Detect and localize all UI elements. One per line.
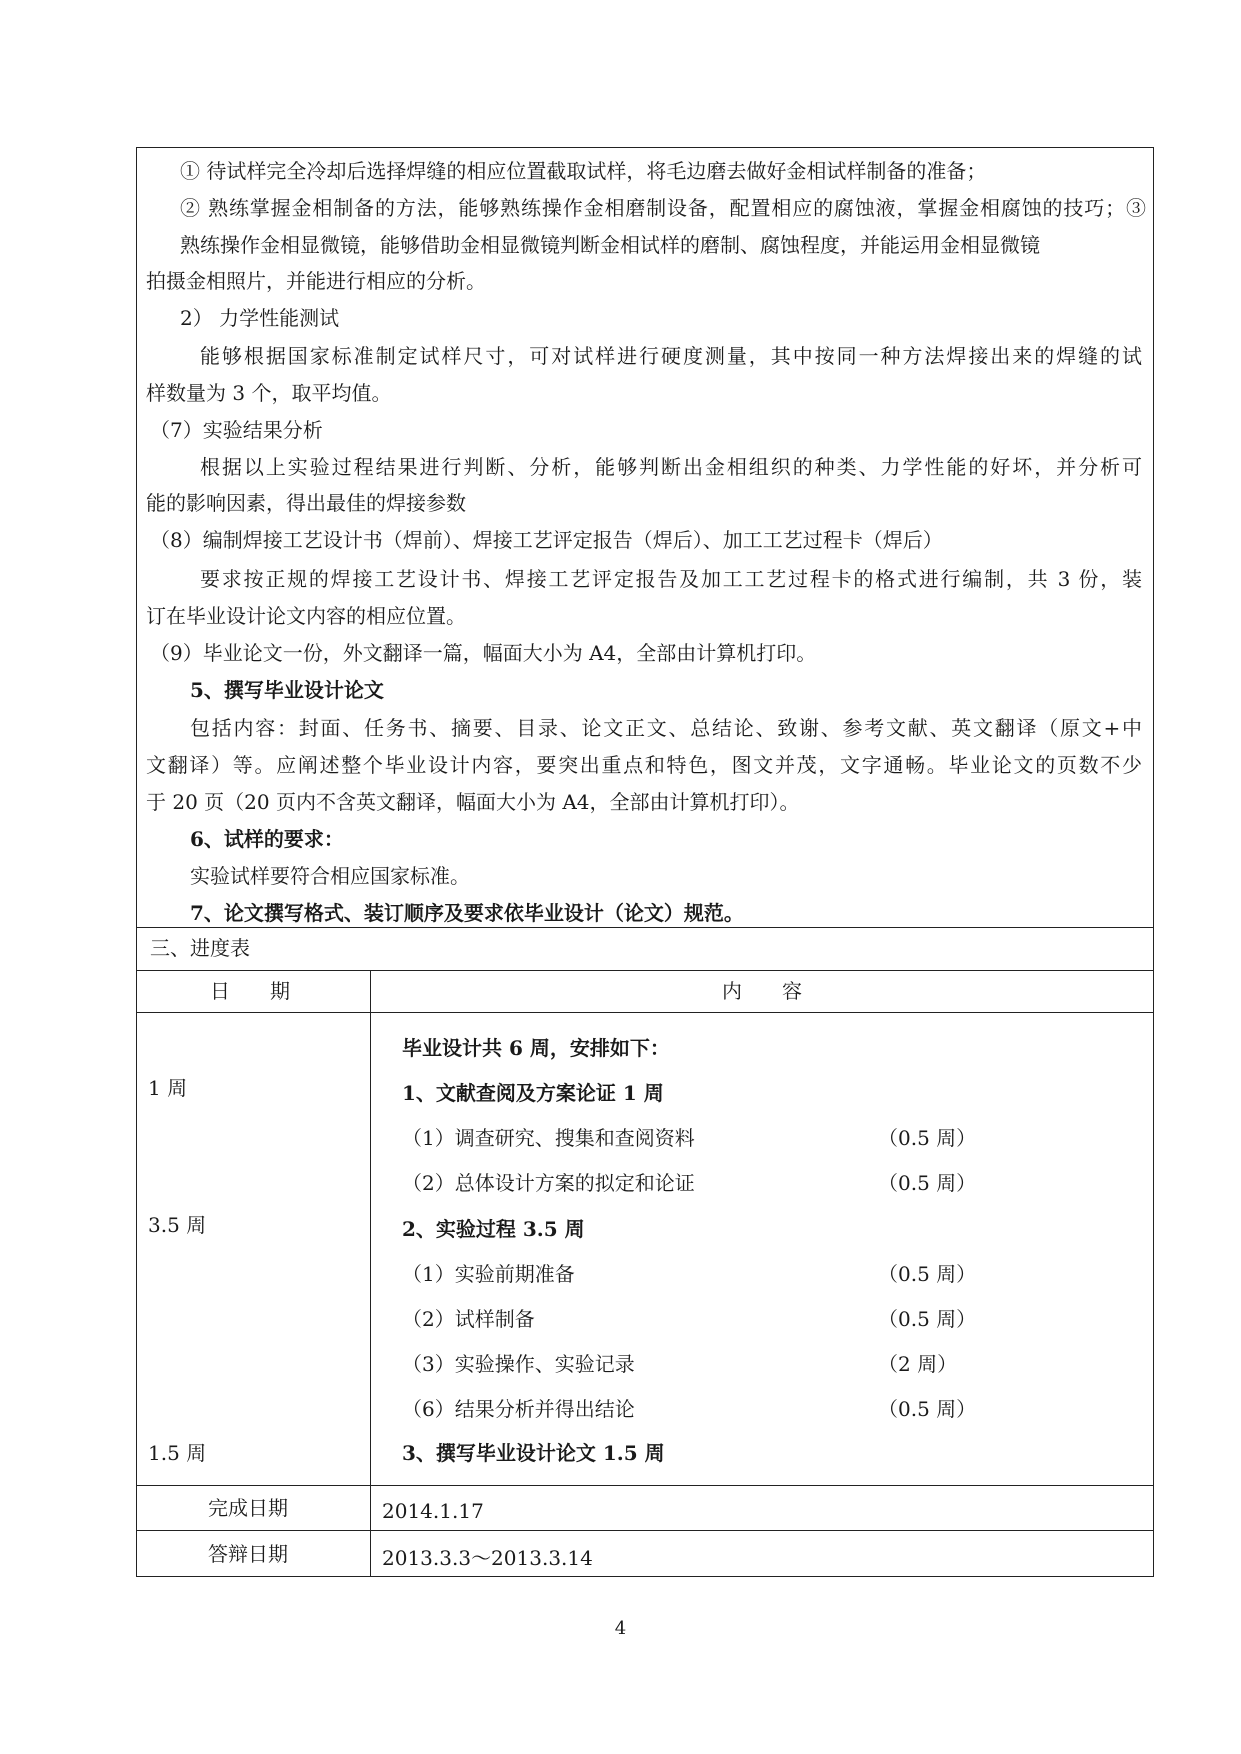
rule-finish-top [136,1485,1154,1486]
rule-defense-top [136,1530,1154,1531]
text-line: ① 待试样完全冷却后选择焊缝的相应位置截取试样，将毛边磨去做好金相试样制备的准备； [180,159,987,183]
text-line: 根据以上实验过程结果进行判断、分析，能够判断出金相组织的种类、力学性能的好坏，并分析可 [200,455,1142,479]
task-item: （3）实验操作、实验记录 [402,1352,635,1376]
column-divider [370,970,371,1577]
finish-date-label: 完成日期 [208,1496,288,1520]
task-item: （2）总体设计方案的拟定和论证 [402,1171,695,1195]
text-line: ② 熟练掌握金相制备的方法，能够熟练操作金相磨制设备，配置相应的腐蚀液，掌握金相腐蚀的技巧；③ [180,196,1146,220]
task-duration: （0.5 周） [878,1397,977,1421]
subheading: （9）毕业论文一份，外文翻译一篇，幅面大小为 A4，全部由计算机打印。 [150,641,817,665]
finish-date-value: 2014.1.17 [382,1499,484,1523]
text-line: 熟练操作金相显微镜，能够借助金相显微镜判断金相试样的磨制、腐蚀程度，并能运用金相显微镜 [180,233,1040,257]
section-heading-6: 6、试样的要求： [190,827,344,851]
section-heading-7: 7、论文撰写格式、装订顺序及要求依毕业设计（论文）规范。 [190,901,744,925]
text-line: 包括内容：封面、任务书、摘要、目录、论文正文、总结论、致谢、参考文献、英文翻译（原文+中 [190,716,1142,740]
date-cell: 1.5 周 [148,1441,207,1465]
phase-heading: 3、撰写毕业设计论文 1.5 周 [402,1441,665,1465]
section-heading-5: 5、撰写毕业设计论文 [190,678,384,702]
rule-schedule-top [136,927,1154,928]
page-number: 4 [614,1618,627,1639]
subheading: （7）实验结果分析 [150,418,323,442]
subheading: 2） 力学性能测试 [180,306,340,330]
text-line: 于 20 页（20 页内不含英文翻译，幅面大小为 A4，全部由计算机打印）。 [146,790,800,814]
text-line: 要求按正规的焊接工艺设计书、焊接工艺评定报告及加工工艺过程卡的格式进行编制，共 3 份，装 [200,567,1142,591]
text-line: 文翻译）等。应阐述整个毕业设计内容，要突出重点和特色，图文并茂，文字通畅。毕业论文的页数不少 [146,753,1142,777]
text-line: 订在毕业设计论文内容的相应位置。 [146,604,466,628]
task-item: （1）实验前期准备 [402,1262,575,1286]
task-duration: （0.5 周） [878,1126,977,1150]
phase-heading: 1、文献查阅及方案论证 1 周 [402,1081,664,1105]
defense-date-value: 2013.3.3～2013.3.14 [382,1546,593,1570]
schedule-title: 三、进度表 [150,936,250,960]
phase-heading: 2、实验过程 3.5 周 [402,1217,585,1241]
text-line: 能的影响因素，得出最佳的焊接参数 [146,491,466,515]
task-item: （2）试样制备 [402,1307,535,1331]
text-line: 能够根据国家标准制定试样尺寸，可对试样进行硬度测量，其中按同一种方法焊接出来的焊缝的试 [200,344,1142,368]
text-line: 样数量为 3 个，取平均值。 [146,381,392,405]
schedule-intro: 毕业设计共 6 周，安排如下： [402,1036,670,1060]
task-duration: （0.5 周） [878,1307,977,1331]
task-item: （1）调查研究、搜集和查阅资料 [402,1126,695,1150]
task-item: （6）结果分析并得出结论 [402,1397,635,1421]
defense-date-label: 答辩日期 [208,1542,288,1566]
text-line: 拍摄金相照片，并能进行相应的分析。 [146,269,486,293]
task-duration: （2 周） [878,1352,958,1376]
rule-schedule-header-top [136,970,1154,971]
rule-schedule-header-bottom [136,1012,1154,1013]
date-cell: 1 周 [148,1076,188,1100]
column-header-date: 日 期 [210,979,290,1003]
text-line: 实验试样要符合相应国家标准。 [190,864,470,888]
column-header-content: 内 容 [722,979,802,1003]
task-duration: （0.5 周） [878,1171,977,1195]
task-duration: （0.5 周） [878,1262,977,1286]
subheading: （8）编制焊接工艺设计书（焊前）、焊接工艺评定报告（焊后）、加工工艺过程卡（焊后） [150,528,943,552]
date-cell: 3.5 周 [148,1213,207,1237]
